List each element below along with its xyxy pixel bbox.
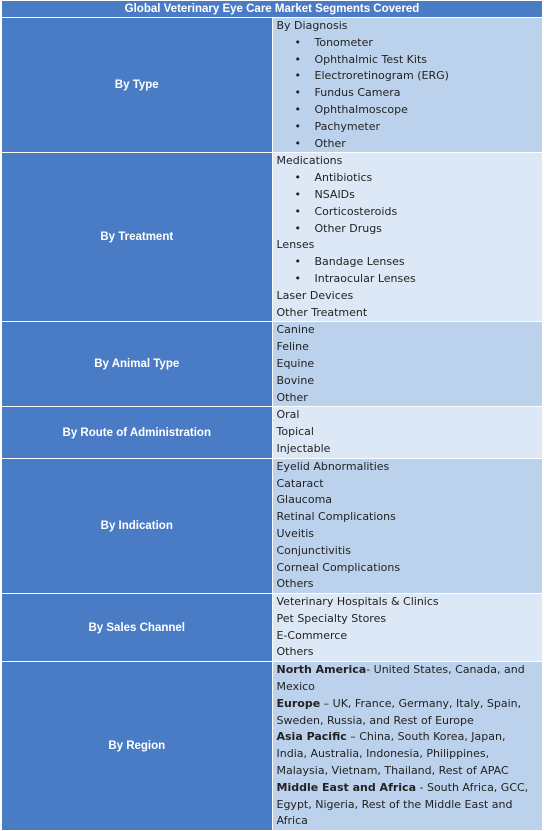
list-item: • Corticosteroids <box>277 204 539 221</box>
list-item: • Antibiotics <box>277 170 539 187</box>
bullet-icon: • <box>294 136 301 150</box>
bullet-icon: • <box>294 271 301 285</box>
list-item: Other <box>276 390 308 404</box>
treatment-content <box>272 153 543 322</box>
list-item: • Tonometer <box>277 35 539 52</box>
table-title: Global Veterinary Eye Care Market Segments Covered <box>2 1 543 18</box>
list-item: Oral <box>276 408 300 422</box>
list-item: Canine <box>276 323 315 337</box>
segments-table <box>1 0 543 831</box>
type-heading: By Type <box>2 18 273 153</box>
list-item: • Ophthalmoscope <box>277 102 539 119</box>
indication-row <box>2 458 543 593</box>
list-item: Equine <box>276 356 315 370</box>
list-item: Cataract <box>276 476 324 490</box>
list-item: • Other Drugs <box>277 221 539 238</box>
route-row <box>2 407 543 458</box>
list-item: • Other <box>277 136 539 153</box>
title-row <box>2 1 543 18</box>
bullet-icon: • <box>294 86 301 100</box>
bullet-icon: • <box>294 204 301 218</box>
lenses-label: Lenses <box>276 238 315 252</box>
list-item: Others <box>276 645 314 659</box>
list-item: • NSAIDs <box>277 187 539 204</box>
region-content <box>272 662 543 831</box>
list-item: Retinal Complications <box>276 510 396 524</box>
list-item: Glaucoma <box>276 493 333 507</box>
list-item: • Intraocular Lenses <box>277 271 539 288</box>
region-item-europe: Europe – UK, France, Germany, Italy, Spain, Sweden, Russia, and Rest of Europe <box>276 696 522 727</box>
list-item: Uveitis <box>276 526 314 540</box>
list-item: • Ophthalmic Test Kits <box>277 52 539 69</box>
animal-content <box>272 322 543 407</box>
region-row <box>2 662 543 831</box>
region-item-middle-east-africa: Middle East and Africa - South Africa, GCC, Egypt, Nigeria, Rest of the Middle East and Africa <box>276 780 529 828</box>
bullet-icon: • <box>294 255 301 269</box>
list-item: Conjunctivitis <box>276 543 351 557</box>
bullet-icon: • <box>294 187 301 201</box>
route-content <box>272 407 543 458</box>
animal-heading: By Animal Type <box>2 322 273 407</box>
bullet-icon: • <box>294 119 301 133</box>
treatment-row <box>2 153 543 322</box>
diagnosis-group-label: By Diagnosis <box>276 19 348 32</box>
list-item: E-Commerce <box>276 628 348 642</box>
list-item: Pet Specialty Stores <box>276 611 387 625</box>
list-item: Injectable <box>276 441 331 455</box>
type-row <box>2 18 543 153</box>
indication-heading: By Indication <box>2 458 273 593</box>
list-item: • Pachymeter <box>277 119 539 136</box>
bullet-icon: • <box>294 171 301 185</box>
bullet-icon: • <box>294 221 301 235</box>
medications-label: Medications <box>276 154 343 168</box>
other-treatment-label: Other Treatment <box>276 305 368 319</box>
sales-row <box>2 594 543 662</box>
route-heading: By Route of Administration <box>2 407 273 458</box>
list-item: Corneal Complications <box>276 560 401 574</box>
region-item-north-america: North America- United States, Canada, and Mexico <box>276 663 525 694</box>
sales-heading: By Sales Channel <box>2 594 273 662</box>
list-item: Veterinary Hospitals & Clinics <box>276 595 439 609</box>
treatment-heading: By Treatment <box>2 153 273 322</box>
bullet-icon: • <box>294 102 301 116</box>
sales-content <box>272 594 543 662</box>
bullet-icon: • <box>294 35 301 49</box>
list-item: • Bandage Lenses <box>277 254 539 271</box>
list-item: Eyelid Abnormalities <box>276 459 390 473</box>
region-heading: By Region <box>2 662 273 831</box>
region-item-asia-pacific: Asia Pacific – China, South Korea, Japan, India, Australia, Indonesia, Philippines, Malaysia, Vietnam, Thailand, Rest of APAC <box>276 730 509 778</box>
laser-devices-label: Laser Devices <box>276 288 354 302</box>
list-item: Topical <box>276 425 314 439</box>
indication-content <box>272 458 543 593</box>
bullet-icon: • <box>294 69 301 83</box>
list-item: • Fundus Camera <box>277 85 539 102</box>
bullet-icon: • <box>294 52 301 66</box>
list-item: Bovine <box>276 373 315 387</box>
animal-row <box>2 322 543 407</box>
list-item: Others <box>276 577 314 591</box>
list-item: Feline <box>276 340 309 354</box>
type-content <box>272 18 543 153</box>
list-item: • Electroretinogram (ERG) <box>277 68 539 85</box>
